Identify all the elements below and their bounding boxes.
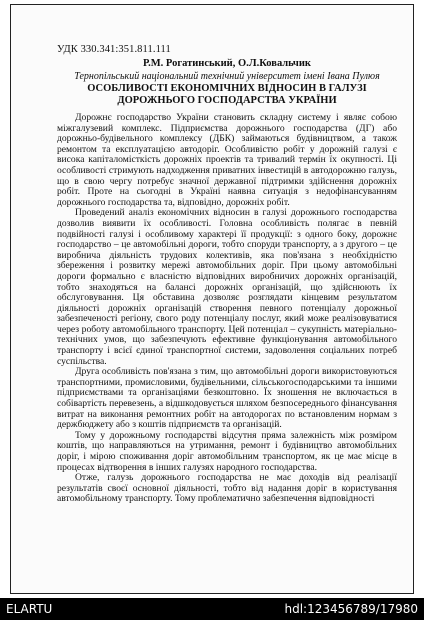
paragraph-4: Тому у дорожньому господарстві відсутня пряма залежність між розміром коштів, що направляються на утримання, ремонт і будівництво автомобільних доріг, і мірою споживання доріг автомобільним транспортом, як це має місце в процесах відтворення в інших галузях народного господарства.	[57, 429, 397, 473]
repository-name: ELARTU	[6, 602, 53, 616]
article-body	[57, 43, 397, 505]
authors: Р.М. Рогатинський, О.Л.Ковальчик	[143, 58, 311, 69]
paragraph-2: Проведений аналіз економічних відносин в галузі дорожнього господарства дозволив виявити їх особливості. Головна особливість полягає в певній подвійності галузі і особливому характері її продукції: з одного боку, дорожнє господарство – це автомобільні дороги, тобто споруди транспорту, а з другого – це виробнича діяльність трудових колективів, яка пов'язана з необхідністю збереження і розвитку мережі автомобільних доріг. При цьому автомобільні дороги формально є власністю відповідних виробничих дорожніх організацій, тобто знаходяться на балансі дорожніх організацій, що здійснюють їх обслуговування. Ця обставина дозволяє розглядати кінцевим результатом діяльності дорожніх організацій створення певного потенціалу дорожньої забезпеченості регіону, свого роду потенціалу послуг, який може реалізовуватися через роботу автомобільного транспорту. Цей потенціал – сукупність матеріально-технічних умов, що забезпечують ефективне функціонування автомобільного транспорту і всієї єдиної транспортної системи, задоволення соціальних потреб суспільства.	[57, 207, 397, 367]
affiliation: Тернопільський національний технічний університет імені Івана Пулюя	[74, 71, 380, 82]
paragraph-3: Друга особливість пов'язана з тим, що автомобільні дороги використовуються транспортними, промисловими, будівельними, сільськогосподарськими та іншими підприємствами та організаціями безкоштовно. Їх зношення не включається в собівартість перевезень, а відшкодовується шляхом безпосереднього фінансування витрат на виконання ремонтних робіт на автодорогах по встановленим нормам з держбюджету або з коштів підприємств та організацій.	[57, 366, 397, 431]
repository-footer	[0, 598, 424, 620]
article-title	[57, 83, 397, 107]
title-line-1: ОСОБЛИВОСТІ ЕКОНОМІЧНИХ ВІДНОСИН В ГАЛУЗІ	[87, 83, 367, 94]
title-line-2: ДОРОЖНЬОГО ГОСПОДАРСТВА УКРАЇНИ	[117, 95, 337, 106]
handle-id: hdl:123456789/17980	[284, 602, 418, 616]
paragraph-5: Отже, галузь дорожнього господарства не має доходів від реалізації результатів своєї основної діяльності, тобто від надання доріг в користування автомобільному транспорту. Тому проблематично забезпечення відповідності	[57, 472, 397, 505]
udc-code: УДК 330.341:351.811.111	[57, 44, 171, 55]
paragraph-1: Дорожнє господарство України становить складну систему і являє собою міжгалузевий комплекс. Підприємства дорожнього господарства (ДГ) або дорожньо-будівельного комплексу (ДБК) займаються будівництвом, а також ремонтом та експлуатацією автодоріг. Особливістю робіт у дорожній галузі є висока капіталомісткість дорожніх проектів та тривалий термін їх окупності. Ці особливості стримують надходження приватних інвестицій в автодорожню галузь, що в свою чергу потребує значної державної підтримки здійснення дорожніх робіт. Проте на сьогодні в Україні наявна ситуація з недофінансуванням дорожнього господарства та, відповідно, дорожніх робіт.	[57, 112, 397, 208]
document-sheet	[10, 4, 414, 594]
